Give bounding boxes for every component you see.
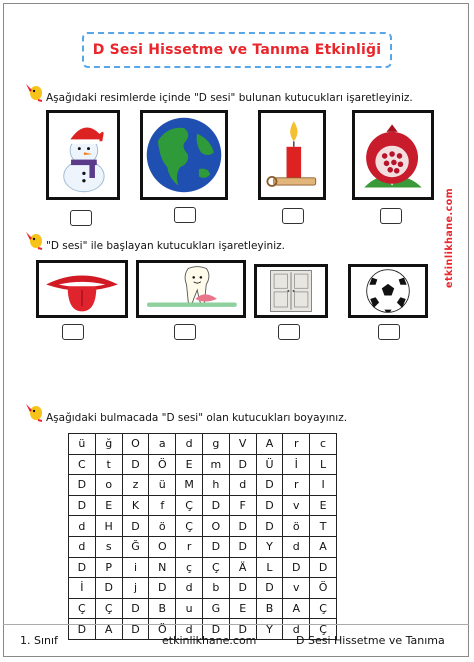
section3-instruction: Aşağıdaki bulmacada "D sesi" olan kutucukları boyayınız. [46, 412, 348, 424]
grid-cell[interactable]: Y [256, 536, 283, 557]
footer-grade: 1. Sınıf [20, 634, 58, 647]
grid-cell[interactable]: D [283, 557, 310, 578]
grid-cell[interactable]: g [202, 434, 229, 455]
checkbox-tooth[interactable] [174, 324, 196, 340]
grid-cell[interactable]: F [229, 495, 256, 516]
grid-cell[interactable]: v [283, 578, 310, 599]
wardrobe-icon [257, 267, 325, 315]
grid-cell[interactable]: i [122, 557, 149, 578]
grid-cell[interactable]: D [229, 619, 256, 640]
grid-cell[interactable]: D [122, 516, 149, 537]
grid-cell[interactable]: D [256, 578, 283, 599]
grid-row [69, 536, 337, 557]
checkbox-ball[interactable] [378, 324, 400, 340]
grid-cell[interactable]: D [202, 495, 229, 516]
grid-cell[interactable]: ö [283, 516, 310, 537]
grid-cell[interactable]: ö [149, 516, 176, 537]
section2-instruction: "D sesi" ile başlayan kutucukları işaretleyiniz. [46, 240, 285, 252]
grid-cell[interactable]: D [122, 598, 149, 619]
grid-row [69, 475, 337, 496]
grid-cell[interactable]: A [310, 536, 337, 557]
grid-cell[interactable]: m [202, 454, 229, 475]
grid-cell[interactable]: D [69, 475, 96, 496]
grid-row [69, 598, 337, 619]
grid-cell[interactable]: G [202, 598, 229, 619]
grid-row [69, 578, 337, 599]
ball-picture [348, 264, 428, 318]
grid-cell[interactable]: Ö [149, 619, 176, 640]
grid-cell[interactable]: r [176, 536, 203, 557]
grid-cell[interactable]: D [69, 495, 96, 516]
grid-cell[interactable]: u [176, 598, 203, 619]
grid-cell[interactable]: D [256, 495, 283, 516]
grid-cell[interactable]: V [229, 434, 256, 455]
wardrobe-picture [254, 264, 328, 318]
grid-cell[interactable]: b [202, 578, 229, 599]
pomegranate-icon [355, 113, 431, 197]
grid-cell[interactable]: Ç [310, 598, 337, 619]
grid-cell[interactable]: j [122, 578, 149, 599]
grid-cell[interactable]: D [202, 619, 229, 640]
pencil-mascot-icon [24, 80, 44, 102]
grid-cell[interactable]: d [69, 516, 96, 537]
grid-cell[interactable]: f [149, 495, 176, 516]
grid-cell[interactable]: E [229, 598, 256, 619]
grid-cell[interactable]: D [229, 454, 256, 475]
grid-cell[interactable]: A [283, 598, 310, 619]
grid-cell[interactable]: İ [69, 578, 96, 599]
footer-website: etkinlikhane.com [162, 634, 257, 647]
grid-cell[interactable]: Y [256, 619, 283, 640]
section1-instruction: Aşağıdaki resimlerde içinde "D sesi" bulunan kutucukları işaretleyiniz. [46, 92, 413, 104]
tooth-icon [139, 263, 243, 315]
grid-cell[interactable]: A [256, 434, 283, 455]
grid-cell[interactable]: Ğ [122, 536, 149, 557]
grid-cell[interactable]: L [310, 454, 337, 475]
grid-cell[interactable]: O [122, 434, 149, 455]
grid-cell[interactable]: B [256, 598, 283, 619]
snowman-icon [49, 113, 117, 197]
checkbox-candle[interactable] [282, 208, 304, 224]
grid-row [69, 516, 337, 537]
grid-cell[interactable]: E [176, 454, 203, 475]
grid-cell[interactable]: d [176, 619, 203, 640]
pencil-mascot-icon [24, 228, 44, 250]
tooth-picture [136, 260, 246, 318]
grid-cell[interactable]: D [229, 536, 256, 557]
pencil-mascot-icon [24, 400, 44, 422]
grid-cell[interactable]: D [310, 557, 337, 578]
checkbox-pomegranate[interactable] [380, 208, 402, 224]
grid-cell[interactable]: P [95, 557, 122, 578]
grid-cell[interactable]: D [95, 578, 122, 599]
grid-cell[interactable]: d [283, 619, 310, 640]
grid-cell[interactable]: Ü [256, 454, 283, 475]
snowman-picture [46, 110, 120, 200]
grid-cell[interactable]: O [149, 536, 176, 557]
grid-cell[interactable]: D [202, 536, 229, 557]
grid-cell[interactable]: o [95, 475, 122, 496]
grid-cell[interactable]: D [256, 516, 283, 537]
grid-cell[interactable]: r [283, 434, 310, 455]
grid-cell[interactable]: Ç [176, 516, 203, 537]
letter-puzzle-grid [68, 433, 337, 640]
side-website-text: etkinlikhane.com [444, 187, 455, 288]
grid-cell[interactable]: Ä [229, 557, 256, 578]
tongue-picture [36, 260, 128, 318]
candle-icon [261, 113, 323, 197]
grid-cell[interactable]: K [122, 495, 149, 516]
grid-cell[interactable]: D [256, 475, 283, 496]
grid-cell[interactable]: Ç [310, 619, 337, 640]
grid-cell[interactable]: O [202, 516, 229, 537]
grid-cell[interactable]: E [310, 495, 337, 516]
grid-cell[interactable]: ü [149, 475, 176, 496]
grid-cell[interactable]: Ç [176, 495, 203, 516]
grid-cell[interactable]: Ö [310, 578, 337, 599]
grid-cell[interactable]: H [95, 516, 122, 537]
grid-cell[interactable]: D [229, 516, 256, 537]
grid-cell[interactable]: d [176, 578, 203, 599]
grid-cell[interactable]: L [256, 557, 283, 578]
title-box [82, 32, 392, 68]
grid-cell[interactable]: M [176, 475, 203, 496]
grid-cell[interactable]: T [310, 516, 337, 537]
checkbox-earth[interactable] [174, 207, 196, 223]
grid-cell[interactable]: C [69, 454, 96, 475]
grid-row [69, 434, 337, 455]
grid-cell[interactable]: Ç [202, 557, 229, 578]
grid-cell[interactable]: D [149, 578, 176, 599]
grid-cell[interactable]: ğ [95, 434, 122, 455]
grid-cell[interactable]: r [283, 475, 310, 496]
grid-cell[interactable]: h [202, 475, 229, 496]
pomegranate-picture [352, 110, 434, 200]
grid-cell[interactable]: a [149, 434, 176, 455]
soccer-ball-icon [351, 267, 425, 315]
candle-picture [258, 110, 326, 200]
grid-row [69, 454, 337, 475]
grid-cell[interactable]: d [176, 434, 203, 455]
grid-cell[interactable]: ü [69, 434, 96, 455]
checkbox-snowman[interactable] [70, 210, 92, 226]
grid-cell[interactable]: Ç [95, 598, 122, 619]
globe-icon [143, 113, 225, 197]
grid-cell[interactable]: E [95, 495, 122, 516]
grid-cell[interactable]: v [283, 495, 310, 516]
grid-row [69, 495, 337, 516]
grid-cell[interactable]: t [95, 454, 122, 475]
grid-cell[interactable]: d [69, 536, 96, 557]
earth-picture [140, 110, 228, 200]
checkbox-wardrobe[interactable] [278, 324, 300, 340]
footer-topic: D Sesi Hissetme ve Tanıma [296, 634, 445, 647]
grid-cell[interactable]: Ç [69, 598, 96, 619]
grid-cell[interactable]: A [95, 619, 122, 640]
grid-cell[interactable]: I [310, 475, 337, 496]
grid-cell[interactable]: D [69, 557, 96, 578]
grid-cell[interactable]: D [69, 619, 96, 640]
grid-cell[interactable]: Ö [149, 454, 176, 475]
grid-cell[interactable]: d [283, 536, 310, 557]
grid-cell[interactable]: c [310, 434, 337, 455]
grid-cell[interactable]: D [122, 619, 149, 640]
footer-divider [3, 624, 469, 625]
grid-cell[interactable]: N [149, 557, 176, 578]
tongue-icon [39, 263, 125, 315]
grid-cell[interactable]: ç [176, 557, 203, 578]
checkbox-tongue[interactable] [62, 324, 84, 340]
grid-cell[interactable]: z [122, 475, 149, 496]
grid-cell[interactable]: D [229, 578, 256, 599]
grid-cell[interactable]: d [229, 475, 256, 496]
grid-cell[interactable]: İ [283, 454, 310, 475]
grid-cell[interactable]: D [122, 454, 149, 475]
grid-row [69, 557, 337, 578]
grid-cell[interactable]: B [149, 598, 176, 619]
grid-cell[interactable]: s [95, 536, 122, 557]
worksheet-title: D Sesi Hissetme ve Tanıma Etkinliği [92, 42, 382, 58]
